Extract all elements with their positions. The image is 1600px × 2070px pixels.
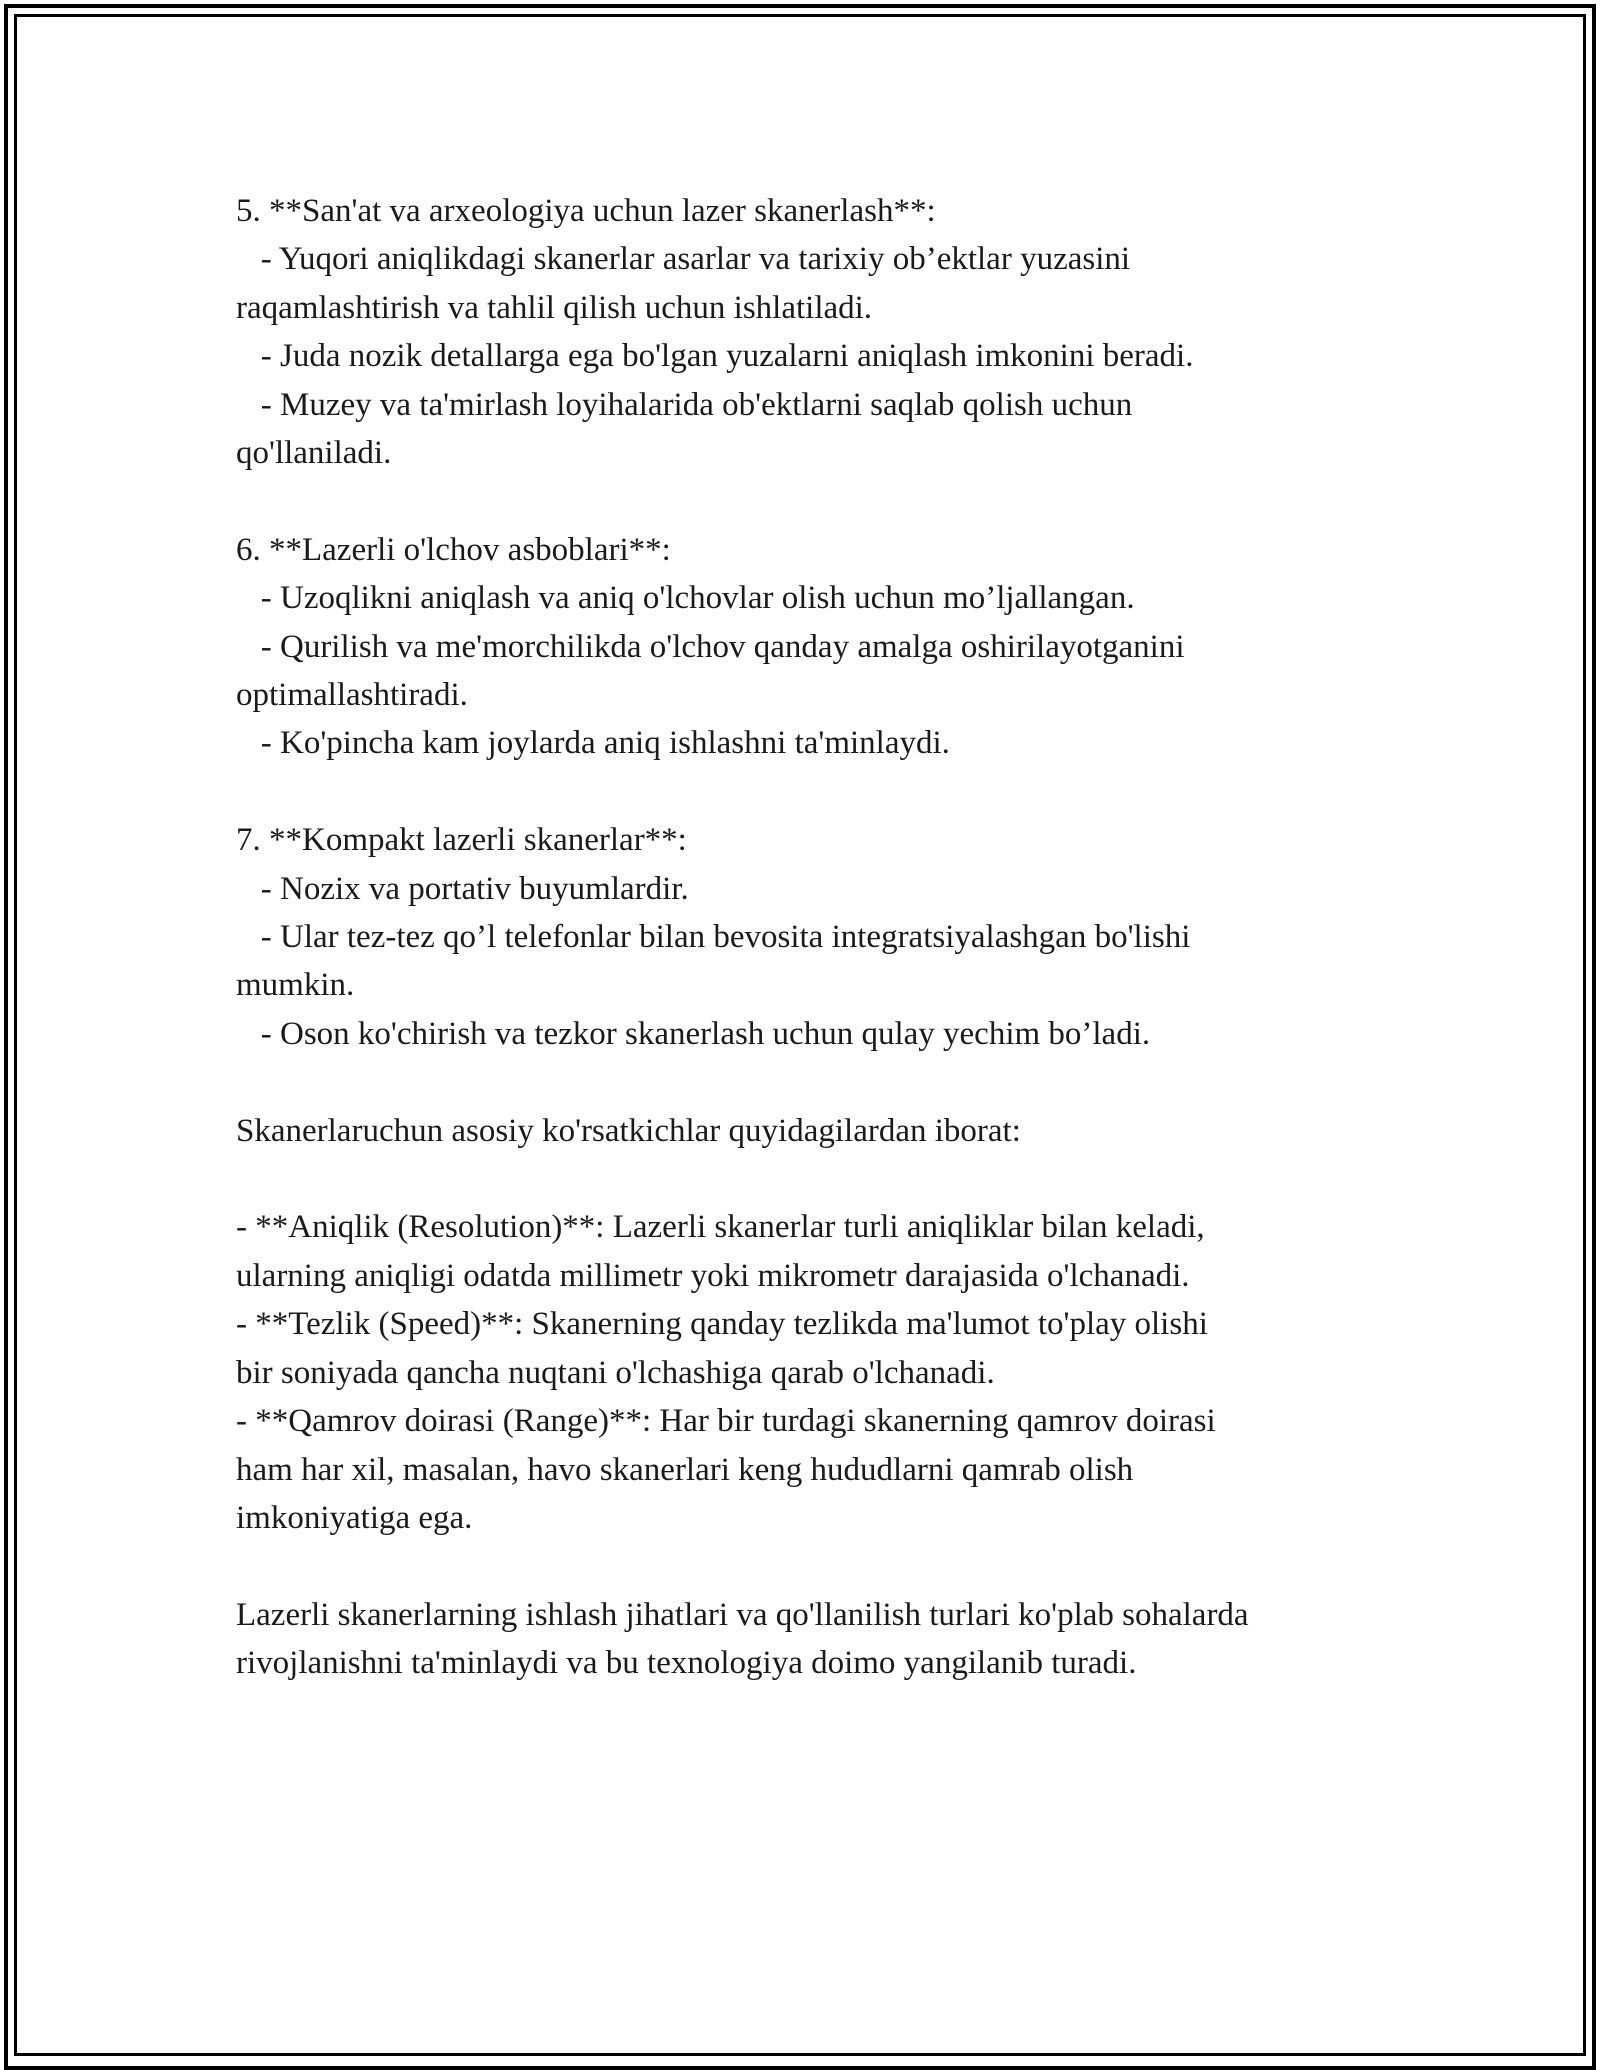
section-5-item-3: - Muzey va ta'mirlash loyihalarida ob'ektlarni saqlab qolish uchun (236, 386, 1133, 423)
section-5-item-1: - Yuqori aniqlikdagi skanerlar asarlar va tarixiy ob’ektlar yuzasini (236, 241, 1131, 278)
blank-line (236, 768, 1396, 816)
indicator-resolution-cont: ularning aniqligi odatda millimetr yoki mikrometr darajasida o'lchanadi. (236, 1257, 1190, 1294)
indicator-range-cont-2: imkoniyatiga ega. (236, 1499, 473, 1536)
blank-line (236, 477, 1396, 525)
section-6-item-2: - Qurilish va me'morchilikda o'lchov qanday amalga oshirilayotganini (236, 628, 1185, 665)
section-6-item-2-cont: optimallashtiradi. (236, 677, 468, 714)
conclusion-line-1: Lazerli skanerlarning ishlash jihatlari va qo'llanilish turlari ko'plab sohalarda (236, 1596, 1249, 1633)
section-6-item-3: - Ko'pincha kam joylarda aniq ishlashni ta'minlaydi. (236, 725, 950, 762)
indicator-speed-cont: bir soniyada qancha nuqtani o'lchashiga qarab o'lchanadi. (236, 1354, 995, 1391)
indicator-speed: - **Tezlik (Speed)**: Skanerning qanday tezlikda ma'lumot to'play olishi (236, 1306, 1208, 1343)
section-5-item-3-cont: qo'llaniladi. (236, 435, 392, 472)
blank-line (236, 1542, 1396, 1590)
section-5-item-1-cont: raqamlashtirish va tahlil qilish uchun ishlatiladi. (236, 289, 873, 326)
section-7-item-2-cont: mumkin. (236, 967, 355, 1004)
section-5-heading: 5. **San'at va arxeologiya uchun lazer skanerlash**: (236, 193, 936, 229)
blank-line (236, 1058, 1396, 1106)
indicator-range: - **Qamrov doirasi (Range)**: Har bir turdagi skanerning qamrov doirasi (236, 1403, 1216, 1440)
conclusion-line-2: rivojlanishni ta'minlaydi va bu texnologiya doimo yangilanib turadi. (236, 1645, 1137, 1682)
indicator-range-cont-1: ham har xil, masalan, havo skanerlari keng hududlarni qamrab olish (236, 1451, 1134, 1488)
blank-line (236, 1155, 1396, 1203)
indicators-intro: Skanerlaruchun asosiy ko'rsatkichlar quyidagilardan iborat: (236, 1112, 1021, 1149)
section-7-item-2: - Ular tez-tez qo’l telefonlar bilan bevosita integratsiyalashgan bo'lishi (236, 919, 1191, 956)
section-6-item-1: - Uzoqlikni aniqlash va aniq o'lchovlar olish uchun mo’ljallangan. (236, 580, 1135, 617)
document-body (236, 187, 1396, 1688)
section-7-heading: 7. **Kompakt lazerli skanerlar**: (236, 822, 687, 859)
indicator-resolution: - **Aniqlik (Resolution)**: Lazerli skanerlar turli aniqliklar bilan keladi, (236, 1209, 1205, 1246)
section-7-item-1: - Nozix va portativ buyumlardir. (236, 870, 689, 907)
section-6-heading: 6. **Lazerli o'lchov asboblari**: (236, 531, 671, 568)
section-5-item-2: - Juda nozik detallarga ega bo'lgan yuzalarni aniqlash imkonini beradi. (236, 338, 1194, 375)
section-7-item-3: - Oson ko'chirish va tezkor skanerlash uchun qulay yechim bo’ladi. (236, 1015, 1151, 1052)
